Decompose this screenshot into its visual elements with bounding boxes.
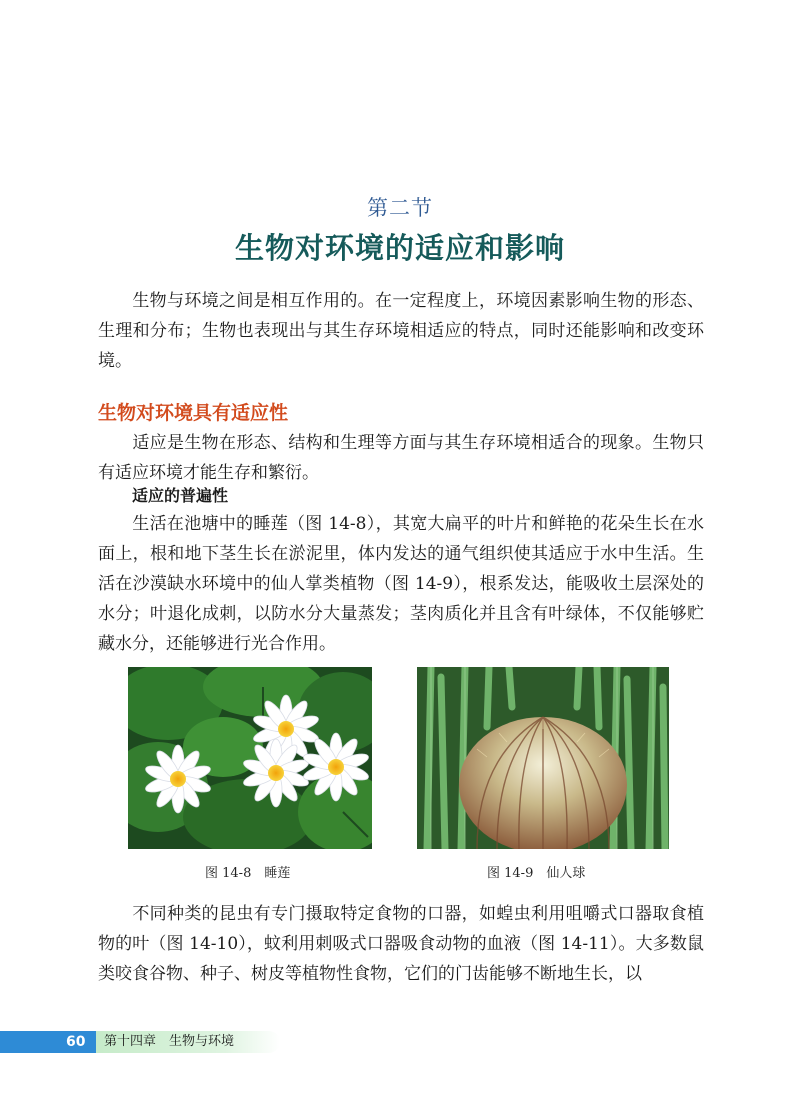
- definition-text: 适应是生物在形态、结构和生理等方面与其生存环境相适合的现象。生物只有适应环境才能生存和繁衍。: [98, 433, 704, 483]
- page-number: 60: [66, 1034, 86, 1050]
- insects-text: 不同种类的昆虫有专门摄取特定食物的口器，如蝗虫利用咀嚼式口器取食植物的叶（图 14-10），蚊利用刺吸式口器吸食动物的血液（图 14-11）。大多数鼠类咬食谷物、种子、树皮等植物性食物，它们的门齿能够不断地生长，以: [98, 904, 704, 984]
- intro-paragraph: [98, 286, 704, 376]
- figure-caption-cactus: 图 14-9 仙人球: [487, 866, 586, 881]
- universality-text: 生活在池塘中的睡莲（图 14-8），其宽大扁平的叶片和鲜艳的花朵生长在水面上，根和地下茎生长在淤泥里，体内发达的通气组织使其适应于水中生活。生活在沙漠缺水环境中的仙人掌类植物（图 14-9），根系发达，能吸收土层深处的水分；叶退化成刺，以防水分大量蒸发；茎肉质化并且含有叶绿体，不仅能够贮藏水分，还能够进行光合作用。: [98, 514, 704, 654]
- chapter-label: 第十四章 生物与环境: [104, 1034, 235, 1049]
- section-title: 生物对环境的适应和影响: [234, 231, 565, 265]
- figure-caption-water-lily: 图 14-8 睡莲: [205, 866, 291, 881]
- insects-paragraph: [98, 899, 704, 989]
- definition-paragraph: [98, 428, 704, 488]
- footer-bar: [0, 1031, 280, 1053]
- intro-text: 生物与环境之间是相互作用的。在一定程度上，环境因素影响生物的形态、生理和分布；生物也表现出与其生存环境相适应的特点，同时还能影响和改变环境。: [98, 291, 704, 371]
- subsection-heading: 生物对环境具有适应性: [98, 402, 289, 424]
- bold-subheading: 适应的普遍性: [132, 486, 229, 505]
- section-number: 第二节: [367, 196, 433, 220]
- water-lily-image: [128, 667, 372, 849]
- cactus-image: [417, 667, 669, 849]
- universality-paragraph: [98, 509, 704, 659]
